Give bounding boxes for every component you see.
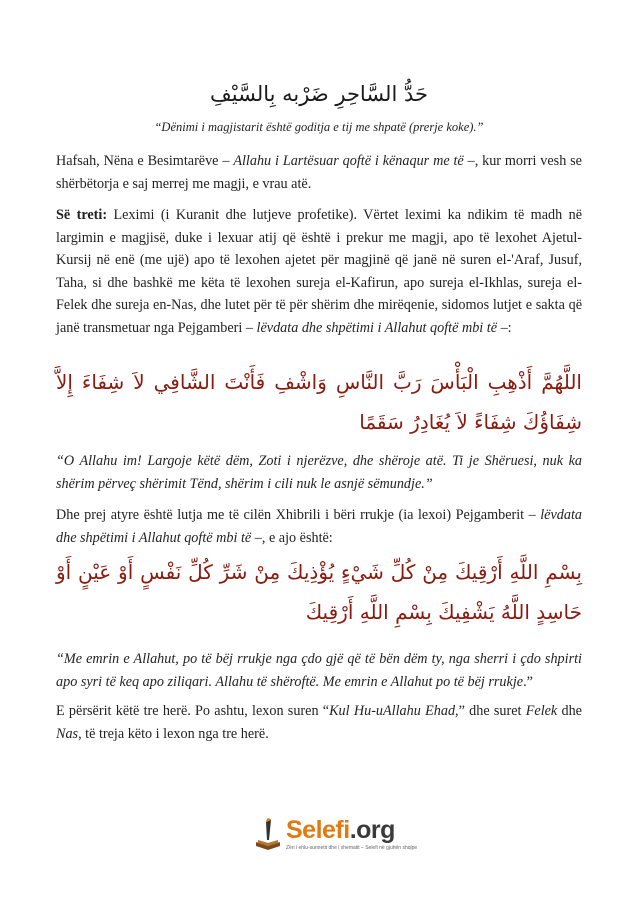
logo-wordmark: Selefi.org bbox=[286, 816, 395, 844]
paragraph-hafsah: Hafsah, Nëna e Besimtarëve – Allahu i Lartësuar qoftë i kënaqur me të –, kur morri vesh se shërbëtorja e saj merrej me magji, e vrau atë. bbox=[56, 153, 582, 192]
paragraph-third-remedy: Së treti: Leximi (i Kuranit dhe lutjeve profetike). Vërtet leximi ka ndikim të madh në largimin e magjisë, duke i lexuar atij që është i prekur me magji, apo të lexohet Ajetul-Kursij në enë (me ujë) apo të lexohen ajetet për magjinë që janë në suren el-'Araf, Jusuf, Taha, si dhe bashkë me këta të lexohen sureja el-Kafirun, apo sureja el-Ikhlas, sureja el-Felek dhe sureja en-Nas, dhe lutet për të për shërim dhe mirëqenie, sidomos lutjet e sakta që janë transmetuar nga Pejgamberi – lëvdata dhe shpëtimi i Allahut qoftë mbi të –: bbox=[56, 207, 582, 336]
arabic-heading: حَدُّ السَّاحِرِ ضَرْبه بِالسَّيْفِ bbox=[210, 82, 428, 106]
dua-arabic-2: بِسْمِ اللَّهِ أَرْقِيكَ مِنْ كُلِّ شَيْءٍ يُؤْذِيكَ مِنْ شَرِّ كُلِّ نَفْسٍ أَوْ عَيْنٍ أَوْ حَاسِدٍ اللَّهُ يَشْفِيكَ بِسْمِ اللَّهِ أَرْقِيكَ bbox=[56, 560, 582, 624]
paragraph-jibril: Dhe prej atyre është lutja me të cilën Xhibrili i bëri rrukje (ia lexoi) Pejgamberit – lëvdata dhe shpëtimi i Allahut qoftë mbi të –, e ajo është: bbox=[56, 507, 582, 546]
dua-translation-1: “O Allahu im! Largoje këtë dëm, Zoti i njerëzve, dhe shëroje atë. Ti je Shëruesi, nuk ka shërim përveç shërimit Tënd, shërim i cili nuk le asnjë sëmundje.” bbox=[56, 453, 582, 492]
paragraph-repeat: E përsërit këtë tre herë. Po ashtu, lexon suren “Kul Hu-uAllahu Ehad,” dhe suret Felek dhe Nas, të treja këto i lexon nga tre herë. bbox=[56, 703, 582, 742]
book-pen-icon bbox=[252, 816, 284, 852]
selefi-logo[interactable] bbox=[252, 816, 418, 854]
dua-arabic-1: اللَّهُمَّ أَذْهِبِ الْبَأْسَ رَبَّ النَّاسِ وَاشْفِ فَأَنْتَ الشَّافِي لاَ شِفَاءَ إِلاَّ شِفَاؤُكَ شِفَاءً لاَ يُغَادِرُ سَقَمًا bbox=[56, 370, 582, 434]
paragraph-label: Së treti: bbox=[56, 207, 108, 223]
logo-tagline: Zëri i ehlu-sunnetit dhe i xhematit – Selefi në gjuhën shqipe bbox=[286, 845, 418, 851]
dua-translation-2: “Me emrin e Allahut, po të bëj rrukje nga çdo gjë që të bën dëm ty, nga sherri i çdo shpirti apo syri të keq apo ziliqari. Allahu të shëroftë. Me emrin e Allahut po të bëj rrukje.” bbox=[56, 651, 582, 690]
heading-caption: “Dënimi i magjistarit është goditja e tij me shpatë (prerje koke).” bbox=[154, 120, 484, 134]
